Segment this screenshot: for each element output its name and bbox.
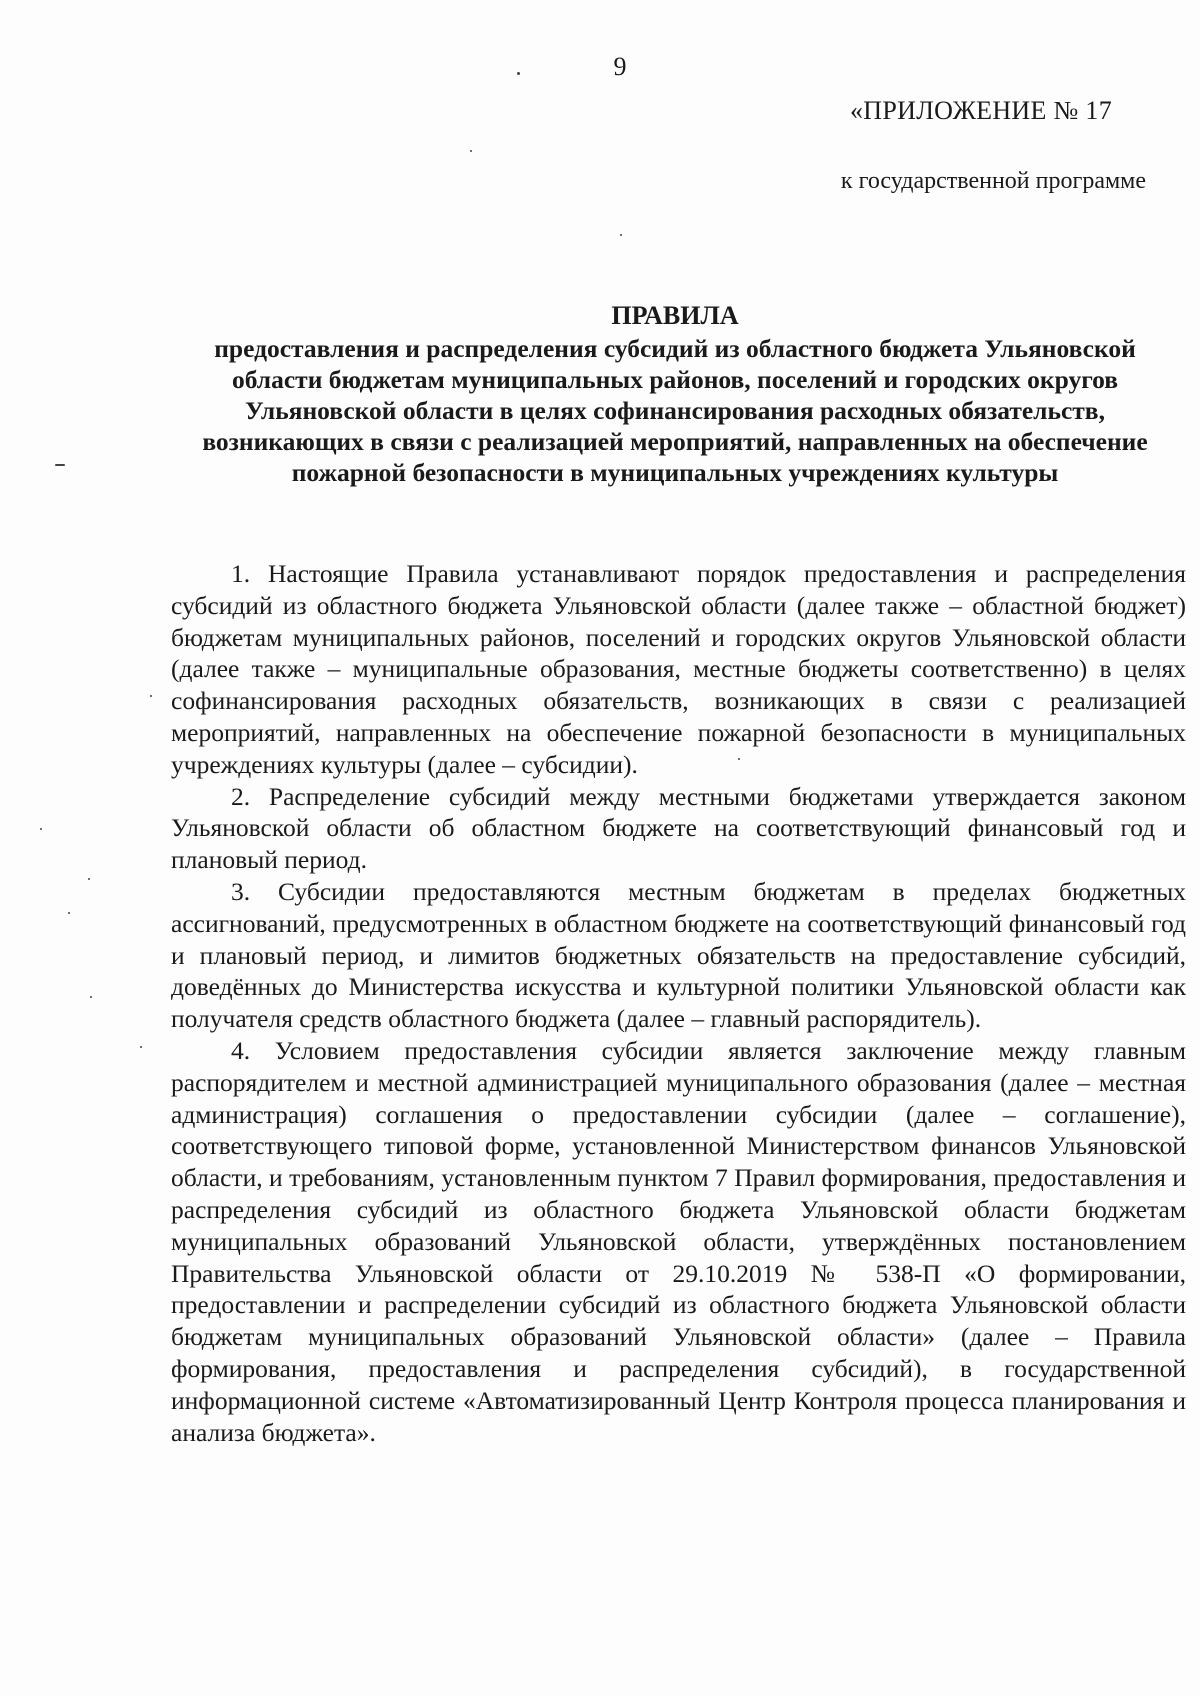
scan-speck (517, 72, 520, 75)
scan-speck (470, 150, 472, 152)
scan-speck (68, 912, 70, 914)
paragraph-1: 1. Настоящие Правила устанавливают порядок предоставления и распределения субсидий из областного бюджета Ульяновской области (далее также – областной бюджет) бюджетам муниципальных районов, поселений и городских округов Ульяновской области (далее также – муниципальные образования, местные бюджеты соответственно) в целях софинансирования расходных обязательств, возникающих в связи с реализацией мероприятий, направленных на обеспечение пожарной безопасности в муниципальных учреждениях культуры (далее – субсидии). (171, 559, 1186, 779)
document-body (171, 558, 1186, 1448)
scan-speck (150, 695, 152, 697)
scan-speck (738, 758, 740, 760)
appendix-subtitle: к государственной программе (840, 168, 1146, 194)
paragraph-3: 3. Субсидии предоставляются местным бюджетам в пределах бюджетных ассигнований, предусмотренных в областном бюджете на соответствующий финансовый год и плановый период, и лимитов бюджетных обязательств на предоставление субсидий, доведённых до Министерства искусства и культурной политики Ульяновской области как получателя средств областного бюджета (далее – главный распорядитель). (171, 876, 1186, 1034)
appendix-title: «ПРИЛОЖЕНИЕ № 17 (850, 96, 1112, 125)
heading-main: ПРАВИЛА (611, 301, 739, 330)
scan-speck (88, 878, 90, 880)
heading-sub: предоставления и распределения субсидий из областного бюджета Ульяновской области бюджетам муниципальных районов, поселений и городских округов Ульяновской области в целях софинансирования расходных обязательств, возникающих в связи с реализацией мероприятий, направленных на обеспечение пожарной безопасности в муниципальных учреждениях культуры (202, 334, 1148, 487)
scan-speck (90, 996, 92, 998)
scan-speck (140, 1046, 142, 1048)
document-heading (170, 300, 1180, 488)
paragraph-4: 4. Условием предоставления субсидии является заключение между главным распорядителем и местной администрацией муниципального образования (далее – местная администрация) соглашения о предоставлении субсидии (далее – соглашение), соответствующего типовой форме, установленной Министерством финансов Ульяновской области, и требованиям, установленным пунктом 7 Правил формирования, предоставления и распределения субсидий из областного бюджета Ульяновской области бюджетам муниципальных образований Ульяновской области, утверждённых постановлением Правительства Ульяновской области от 29.10.2019 № 538-П «О формировании, предоставлении и распределении субсидий из областного бюджета Ульяновской области бюджетам муниципальных образований Ульяновской области» (далее – Правила формирования, предоставления и распределения субсидий), в государственной информационной системе «Автоматизированный Центр Контроля процесса планирования и анализа бюджета». (171, 1035, 1186, 1447)
paragraph-2: 2. Распределение субсидий между местными бюджетами утверждается законом Ульяновской области об областном бюджете на соответствующий финансовый год и плановый период. (171, 781, 1186, 875)
page-number: 9 (613, 52, 627, 81)
scan-speck (620, 234, 622, 236)
scan-speck (55, 464, 65, 466)
scan-speck (40, 828, 42, 830)
